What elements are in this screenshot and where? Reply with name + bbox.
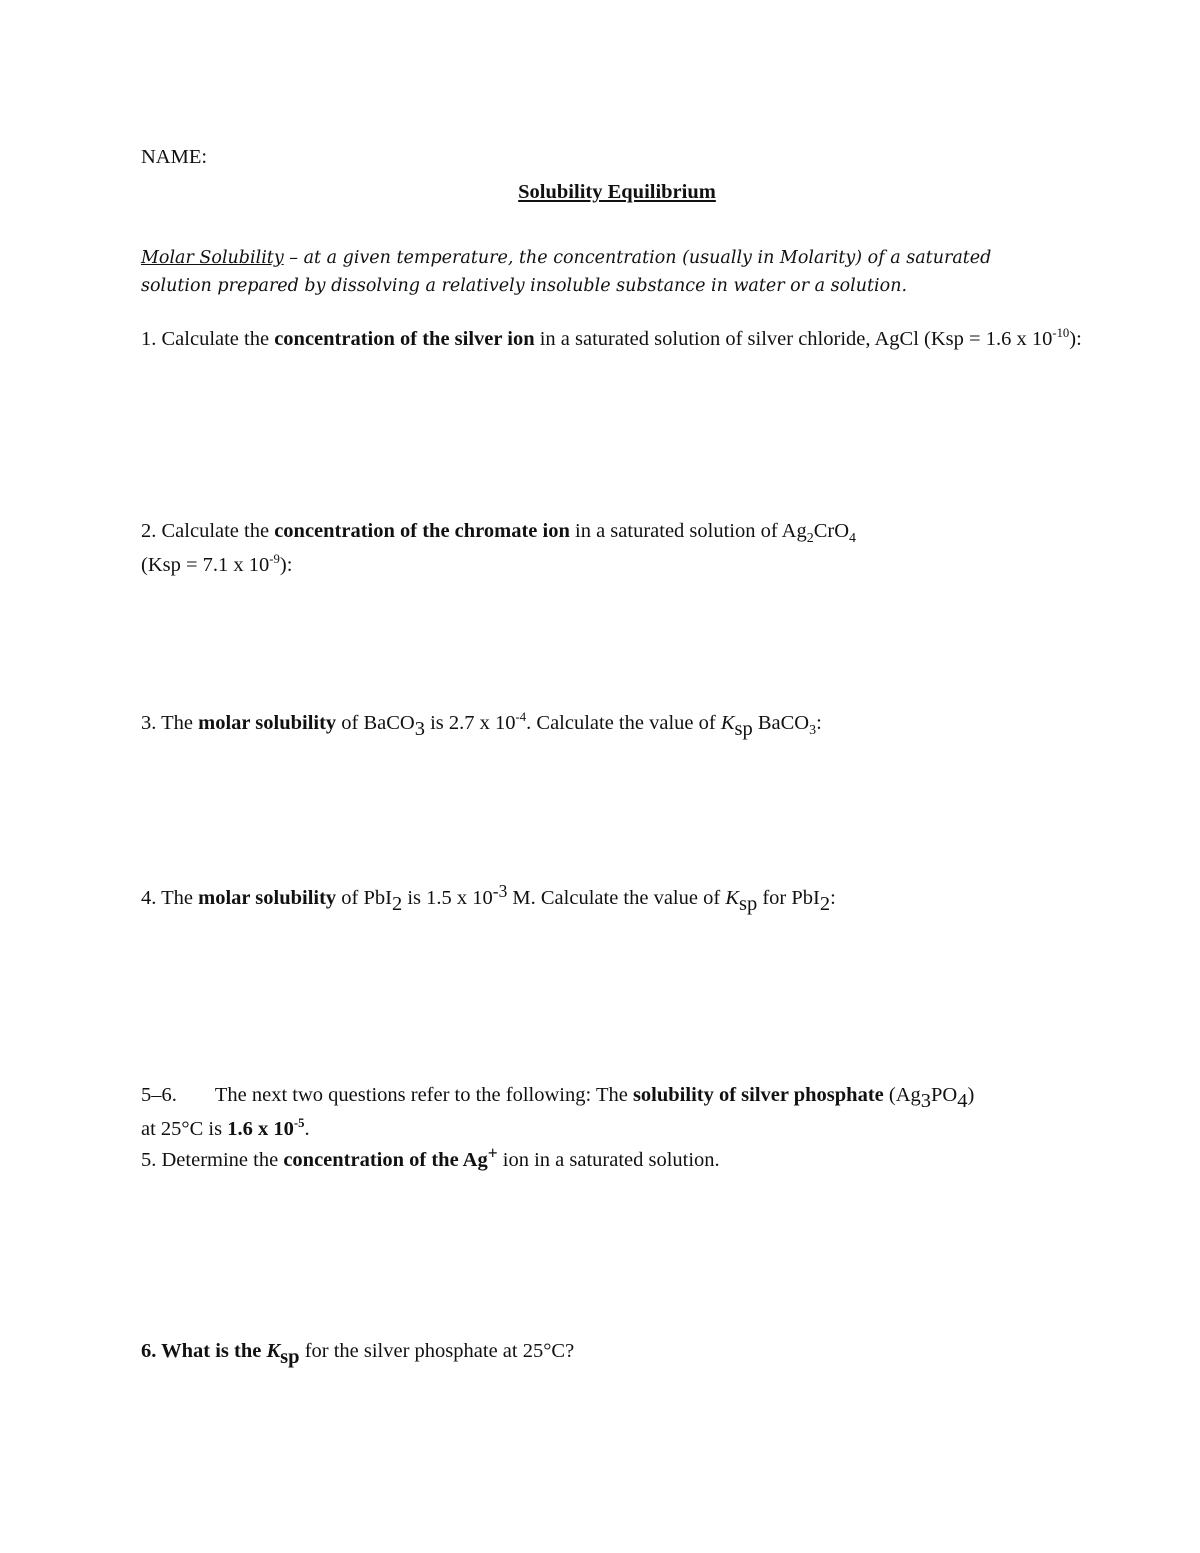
- q4-k-subscript: sp: [739, 893, 758, 916]
- q4-subscript-2: 2: [819, 893, 831, 916]
- question-3: [141, 709, 1086, 741]
- q6-text-end: for the silver phosphate at 25°C?: [299, 1340, 575, 1362]
- q6-k-symbol: K: [266, 1340, 281, 1362]
- q4-formula-2: for PbI: [757, 887, 820, 909]
- q56-line2: at 25°C is: [141, 1118, 228, 1140]
- q4-value: is 1.5 x 10: [402, 887, 493, 909]
- q4-formula: of PbI: [336, 887, 392, 909]
- q6-bold: 6. What is the: [141, 1340, 267, 1362]
- q56-formula-2: PO: [931, 1084, 958, 1106]
- q3-value: is 2.7 x 10: [424, 712, 516, 734]
- q1-bold: concentration of the silver ion: [274, 328, 535, 350]
- q4-bold: molar solubility: [198, 887, 337, 909]
- q5-text-end: ion in a saturated solution.: [497, 1149, 720, 1171]
- q56-subscript: 3: [920, 1090, 932, 1113]
- q56-value: 1.6 x 10: [227, 1118, 294, 1140]
- name-label: NAME:: [141, 146, 208, 168]
- q2-bold: concentration of the chromate ion: [274, 520, 570, 542]
- q56-text: The next two questions refer to the following: The: [214, 1084, 633, 1106]
- q3-text-end: :: [816, 712, 822, 734]
- q3-formula: of BaCO: [336, 712, 415, 734]
- q3-text: 3. The: [141, 712, 199, 734]
- q4-k-symbol: K: [725, 887, 739, 909]
- question-5: [141, 1143, 1086, 1175]
- q2-ksp: (Ksp = 7.1 x 10: [141, 554, 270, 576]
- q56-bold: solubility of silver phosphate: [632, 1084, 884, 1106]
- q5-text: 5. Determine the: [141, 1149, 284, 1171]
- q6-k-subscript: sp: [280, 1346, 300, 1369]
- q1-text-mid: in a saturated solution of silver chloride, AgCl (Ksp = 1.6 x 10: [534, 328, 1053, 350]
- question-4: [141, 881, 1086, 916]
- q3-text-mid: . Calculate the value of: [526, 712, 721, 734]
- question-1: [141, 324, 1086, 354]
- q3-bold: molar solubility: [198, 712, 337, 734]
- q4-subscript: 2: [391, 893, 403, 916]
- q4-exponent: -3: [492, 881, 508, 902]
- q3-subscript: 3: [414, 718, 425, 741]
- q3-formula-2: BaCO: [752, 712, 810, 734]
- question-6: [141, 1337, 1086, 1369]
- q56-label: 5–6.: [141, 1084, 177, 1106]
- q2-text-mid: in a saturated solution of Ag: [569, 520, 807, 542]
- q3-subscript-2: 3: [809, 722, 817, 738]
- q56-subscript-2: 4: [957, 1090, 968, 1113]
- q56-text-end: .: [304, 1118, 310, 1140]
- question-5-6-intro: [141, 1078, 1086, 1146]
- q1-exponent: -10: [1052, 325, 1070, 340]
- definition-paragraph: [141, 244, 1061, 300]
- q5-charge: +: [487, 1143, 498, 1164]
- q3-k-subscript: sp: [734, 718, 753, 741]
- q2-subscript: 2: [806, 530, 814, 546]
- q4-text: 4. The: [141, 887, 199, 909]
- q4-text-end: :: [830, 887, 836, 909]
- q1-text-end: ):: [1069, 328, 1082, 350]
- q4-text-mid: M. Calculate the value of: [507, 887, 726, 909]
- q56-exponent: -5: [293, 1115, 305, 1130]
- q1-text: 1. Calculate the: [141, 328, 275, 350]
- q2-subscript-2: 4: [849, 530, 856, 546]
- definition-term: Molar Solubility: [141, 248, 284, 268]
- q3-exponent: -4: [515, 709, 527, 724]
- q3-k-symbol: K: [720, 712, 735, 734]
- q2-text-end: ):: [279, 554, 293, 576]
- q2-formula: CrO: [813, 520, 850, 542]
- q5-bold: concentration of the Ag: [283, 1149, 488, 1171]
- definition-text: – at a given temperature, the concentration (usually in Molarity) of a saturated solution prepared by dissolving a relatively insoluble substance in water or a solution.: [141, 248, 992, 296]
- page-title: Solubility Equilibrium: [518, 181, 716, 203]
- q56-formula-end: ): [967, 1084, 975, 1106]
- q2-text: 2. Calculate the: [141, 520, 275, 542]
- q56-formula: (Ag: [883, 1084, 921, 1106]
- question-2: [141, 514, 1086, 582]
- q2-exponent: -9: [269, 551, 280, 566]
